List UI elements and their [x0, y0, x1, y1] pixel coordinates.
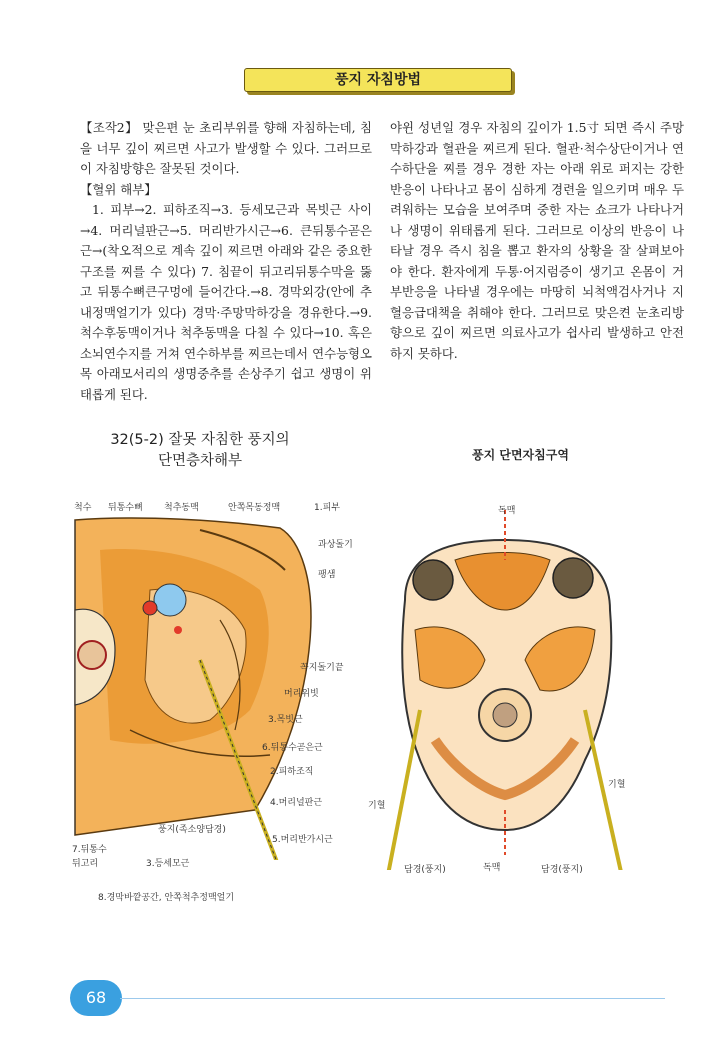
paragraph-warning: 야윈 성년일 경우 자침의 깊이가 1.5寸 되면 즉시 주망막하강과 혈관을 찌르게 된다. 혈관·척수상단이거나 연수하단을 찌를 경우 경한 자는 아래 위로 퍼지는 강한 반응이 나타나고 몸이 심하게 경련을 일으키며 매우 두려워하는 모습을 보여주며 중한 자는 쇼크가 나타나거나 생명이 위태롭게 된다. 그러므로 이상의 반응이 나타날 경우 즉시 침을 뽑고 환자의 상황을 잘 살펴보아야 한다. 환자에게 두통·어지럼증이 생기고 온몸이 거부반응을 나타낼 경우에는 마땅히 뇌척액검사거나 지혈응급대책을 취해야 한다. 그러므로 맞은켠 눈초리방향으로 깊이 찌르면 의료사고가 쉽사리 발생하고 안전하지 못하다.: [390, 120, 684, 361]
label-spinal-cord: 척수: [74, 503, 92, 513]
label-trapezius: 3.등세모근: [146, 859, 190, 869]
label-styloid: 과상돌기: [318, 540, 353, 550]
figure-left-title-line2: 단면층차해부: [157, 453, 243, 469]
paragraph-anatomy: 1. 피부→2. 피하조직→3. 등세모근과 목빗근 사이 →4. 머리널판근→5. 머리반가시근→6. 큰뒤통수곧은근→(착오적으로 계속 깊이 찌르면 아래와 같은 중요한 구조를 찌를 수 있다) 7. 침끝이 뒤고리뒤통수막을 뚫고 뒤통수뼈큰구멍에 들어간다.→8. 경막외강(안에 추내정맥얼기가 있다) 경막·주망막하강을 경유한다.→9. 척수후동맥이거나 척추동맥을 다칠 수 있다→10. 혹은 소뇌연수지를 거쳐 연수하부를 찌르는데서 연수능형오목 아래모서리의 생명중추를 손상주기 쉽고 생명이 위태롭게 된다.: [80, 202, 372, 402]
paragraph-procedure: 【조작2】 맞은편 눈 초리부위를 향해 자침하는데, 침을 너무 깊이 찌르면 사고가 발생할 수 있다. 그러므로 이 자침방향은 잘못된 것이다.: [80, 120, 372, 176]
needling-zone-illustration: [375, 510, 635, 870]
label-du-meridian-top: 독맥: [498, 506, 516, 516]
label-semispinalis: 5.머리반가시근: [272, 835, 333, 845]
label-subcutaneous: 2.피하조직: [270, 767, 314, 777]
label-internal-jugular: 안쪽목동정맥: [228, 503, 281, 513]
label-posterior-arch: 뒤고리: [72, 859, 99, 869]
label-sternocleidomastoid: 3.목빗근: [268, 715, 303, 725]
label-epidural: 8.경막바깥공간, 안쪽척추정맥얼기: [98, 893, 235, 903]
label-du-meridian-bottom: 독맥: [483, 863, 501, 873]
page-number: 68: [70, 980, 122, 1016]
label-gb-right: 담경(풍지): [541, 865, 583, 875]
label-fengchi: 풍지(족소양담경): [158, 825, 226, 835]
paragraph-anatomy-heading: 【혈위 해부】: [80, 181, 157, 197]
figure-left-title: [70, 430, 330, 472]
footer-divider: [120, 998, 665, 999]
figure-right-title: 풍지 단면자침구역: [472, 448, 569, 462]
label-qixue-right: 기혈: [608, 780, 626, 790]
section-title: 풍지 자침방법: [244, 68, 512, 92]
label-occipital: 7.뒤통수: [72, 845, 107, 855]
left-text-column: [80, 118, 372, 405]
label-occipital-bone: 뒤통수뼈: [108, 503, 143, 513]
figure-left-title-line1: 32(5-2) 잘못 자침한 풍지의: [110, 432, 290, 448]
label-gb-left: 담경(풍지): [404, 865, 446, 875]
label-rectus-capitis: 6.뒤통수곧은근: [262, 743, 323, 753]
label-qixue-left: 기혈: [368, 801, 386, 811]
label-skin: 1.피부: [314, 503, 340, 513]
label-splenius-capitis: 4.머리널판근: [270, 798, 323, 808]
label-vertebral-artery: 척추동맥: [164, 503, 199, 513]
label-mastoid-tip: 꼭지돌기끝: [300, 663, 344, 673]
label-parotid: 팽샘: [318, 570, 336, 580]
right-text-column: [390, 118, 684, 364]
cross-section-illustration: [70, 500, 370, 860]
label-superior-oblique: 머리위빗: [284, 689, 319, 699]
